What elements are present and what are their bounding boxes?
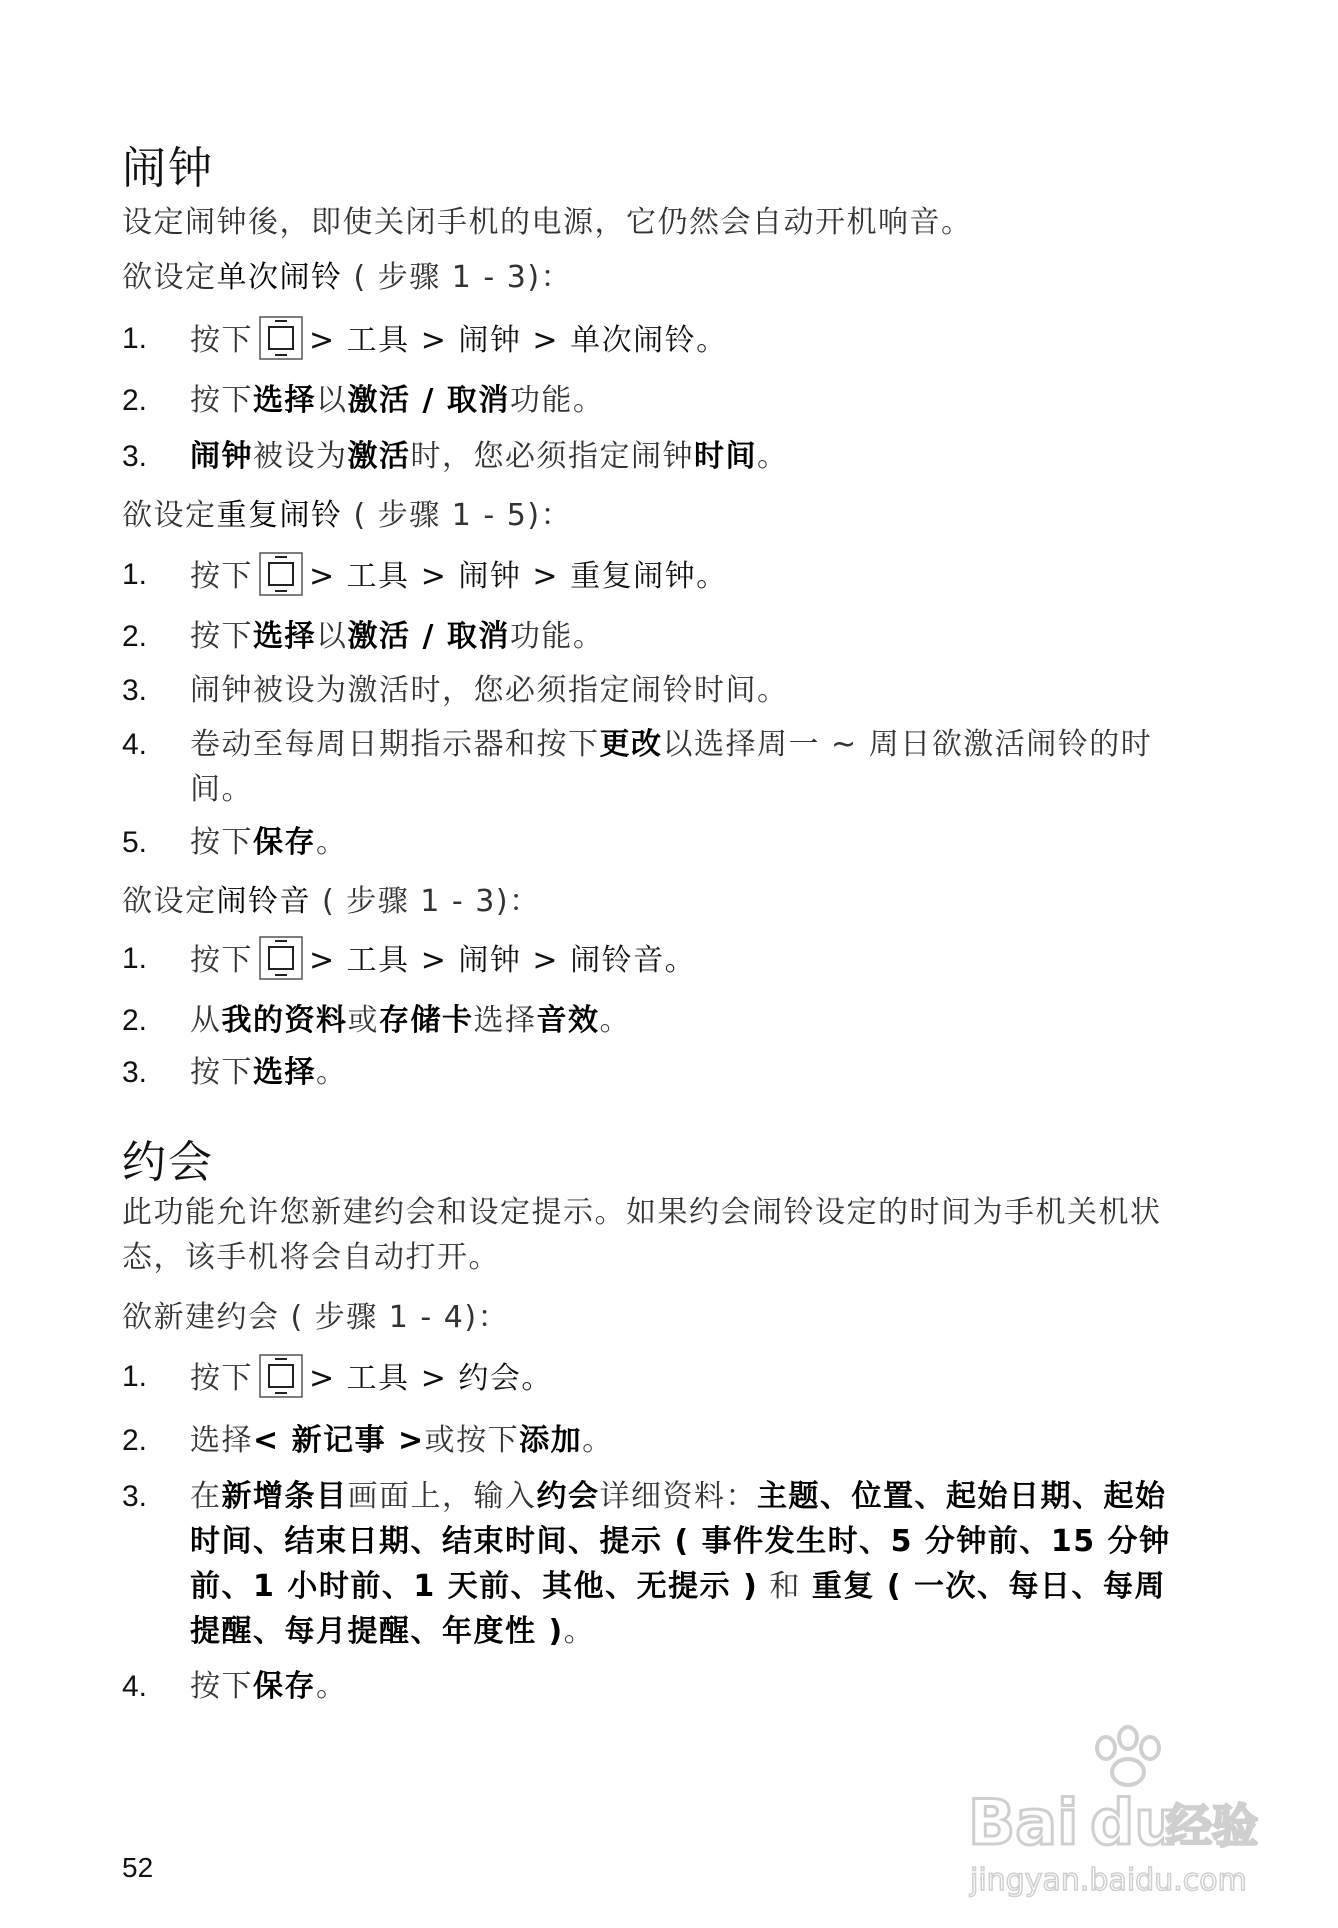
- menu-key-icon: [259, 552, 303, 596]
- alarm-description: 设定闹钟後，即使关闭手机的电源，它仍然会自动开机响音。: [122, 205, 973, 240]
- page-number: 52: [122, 1852, 154, 1883]
- single-alarm-intro: 欲设定单次闹铃 ( 步骤 1 - 3)：: [122, 260, 573, 295]
- watermark-url: jingyan.baidu.com: [970, 1863, 1247, 1898]
- watermark-brand: Bai: [968, 1786, 1079, 1859]
- baidu-watermark: [930, 1720, 1270, 1900]
- repeat-alarm-intro: 欲设定重复闹铃 ( 步骤 1 - 5)：: [122, 498, 573, 533]
- watermark-brand-du: du: [1090, 1786, 1179, 1859]
- new-appointment-intro: 欲新建约会 ( 步骤 1 - 4)：: [122, 1300, 510, 1335]
- menu-key-icon: [259, 1354, 303, 1398]
- menu-key-icon: [259, 936, 303, 980]
- baidu-paw-icon: [930, 1720, 1270, 1900]
- appointment-heading: 约会: [122, 1137, 214, 1188]
- alarm-heading: 闹钟: [122, 143, 214, 194]
- appointment-description: 此功能允许您新建约会和设定提示。如果约会闹铃设定的时间为手机关机状态，该手机将会自动打开。: [122, 1195, 1162, 1275]
- alarm-tone-intro: 欲设定闹铃音 ( 步骤 1 - 3)：: [122, 884, 541, 919]
- manual-page: 闹钟 设定闹钟後，即使关闭手机的电源，它仍然会自动开机响音。 欲设定单次闹铃 ( 步骤 1 - 3)： 1. 按下 > 工具 > 闹钟 > 单次闹铃。 2. 按下选择以激活 / 取消功能。 3. 闹钟被设为激活时，您必须指定闹钟时间。 欲设定重复闹铃 ( 步骤 1 - 5)： 1. 按下 > 工具 > 闹钟 > 重复闹钟。 2. 按下选择以激活 / 取消功能。 3. 闹钟被设为激活时，您必须指定闹铃时间。 4. 卷动至每周日期指示器和按下更改以选择周一 ~ 周日欲激活闹铃的时间。 5. 按下保存。 欲设定闹铃音 ( 步骤 1 - 3)： 1. 按下 > 工具 > 闹钟 > 闹铃音。 2. 从我的资料或存储卡选择音效。 3. 按下选择。 约会 此功能允许您新建约会和设定提示。如果约会闹铃设定的时间为手机关机状态，该手机将会自动打开。 欲新建约会 ( 步骤 1 - 4)： 1. 按下 > 工具 > 约会。 2. 选择< 新记事 >或按下添加。 3. 在新增条目画面上，输入约会详细资料：主题、位置、起始日期、起始时间、结束日期、结束时间、提示 ( 事件发生时、5 分钟前、15 分钟前、1 小时前、1 天前、其他、无提示 ) 和 重复 ( 一次、每日、每周提醒、每月提醒、年度性 )。 4. 按下保存。 Bai du 经验 jingyan.baidu.com 52: [0, 0, 1338, 1928]
- menu-key-icon: [259, 316, 303, 360]
- watermark-jingyan: 经验: [1166, 1799, 1258, 1853]
